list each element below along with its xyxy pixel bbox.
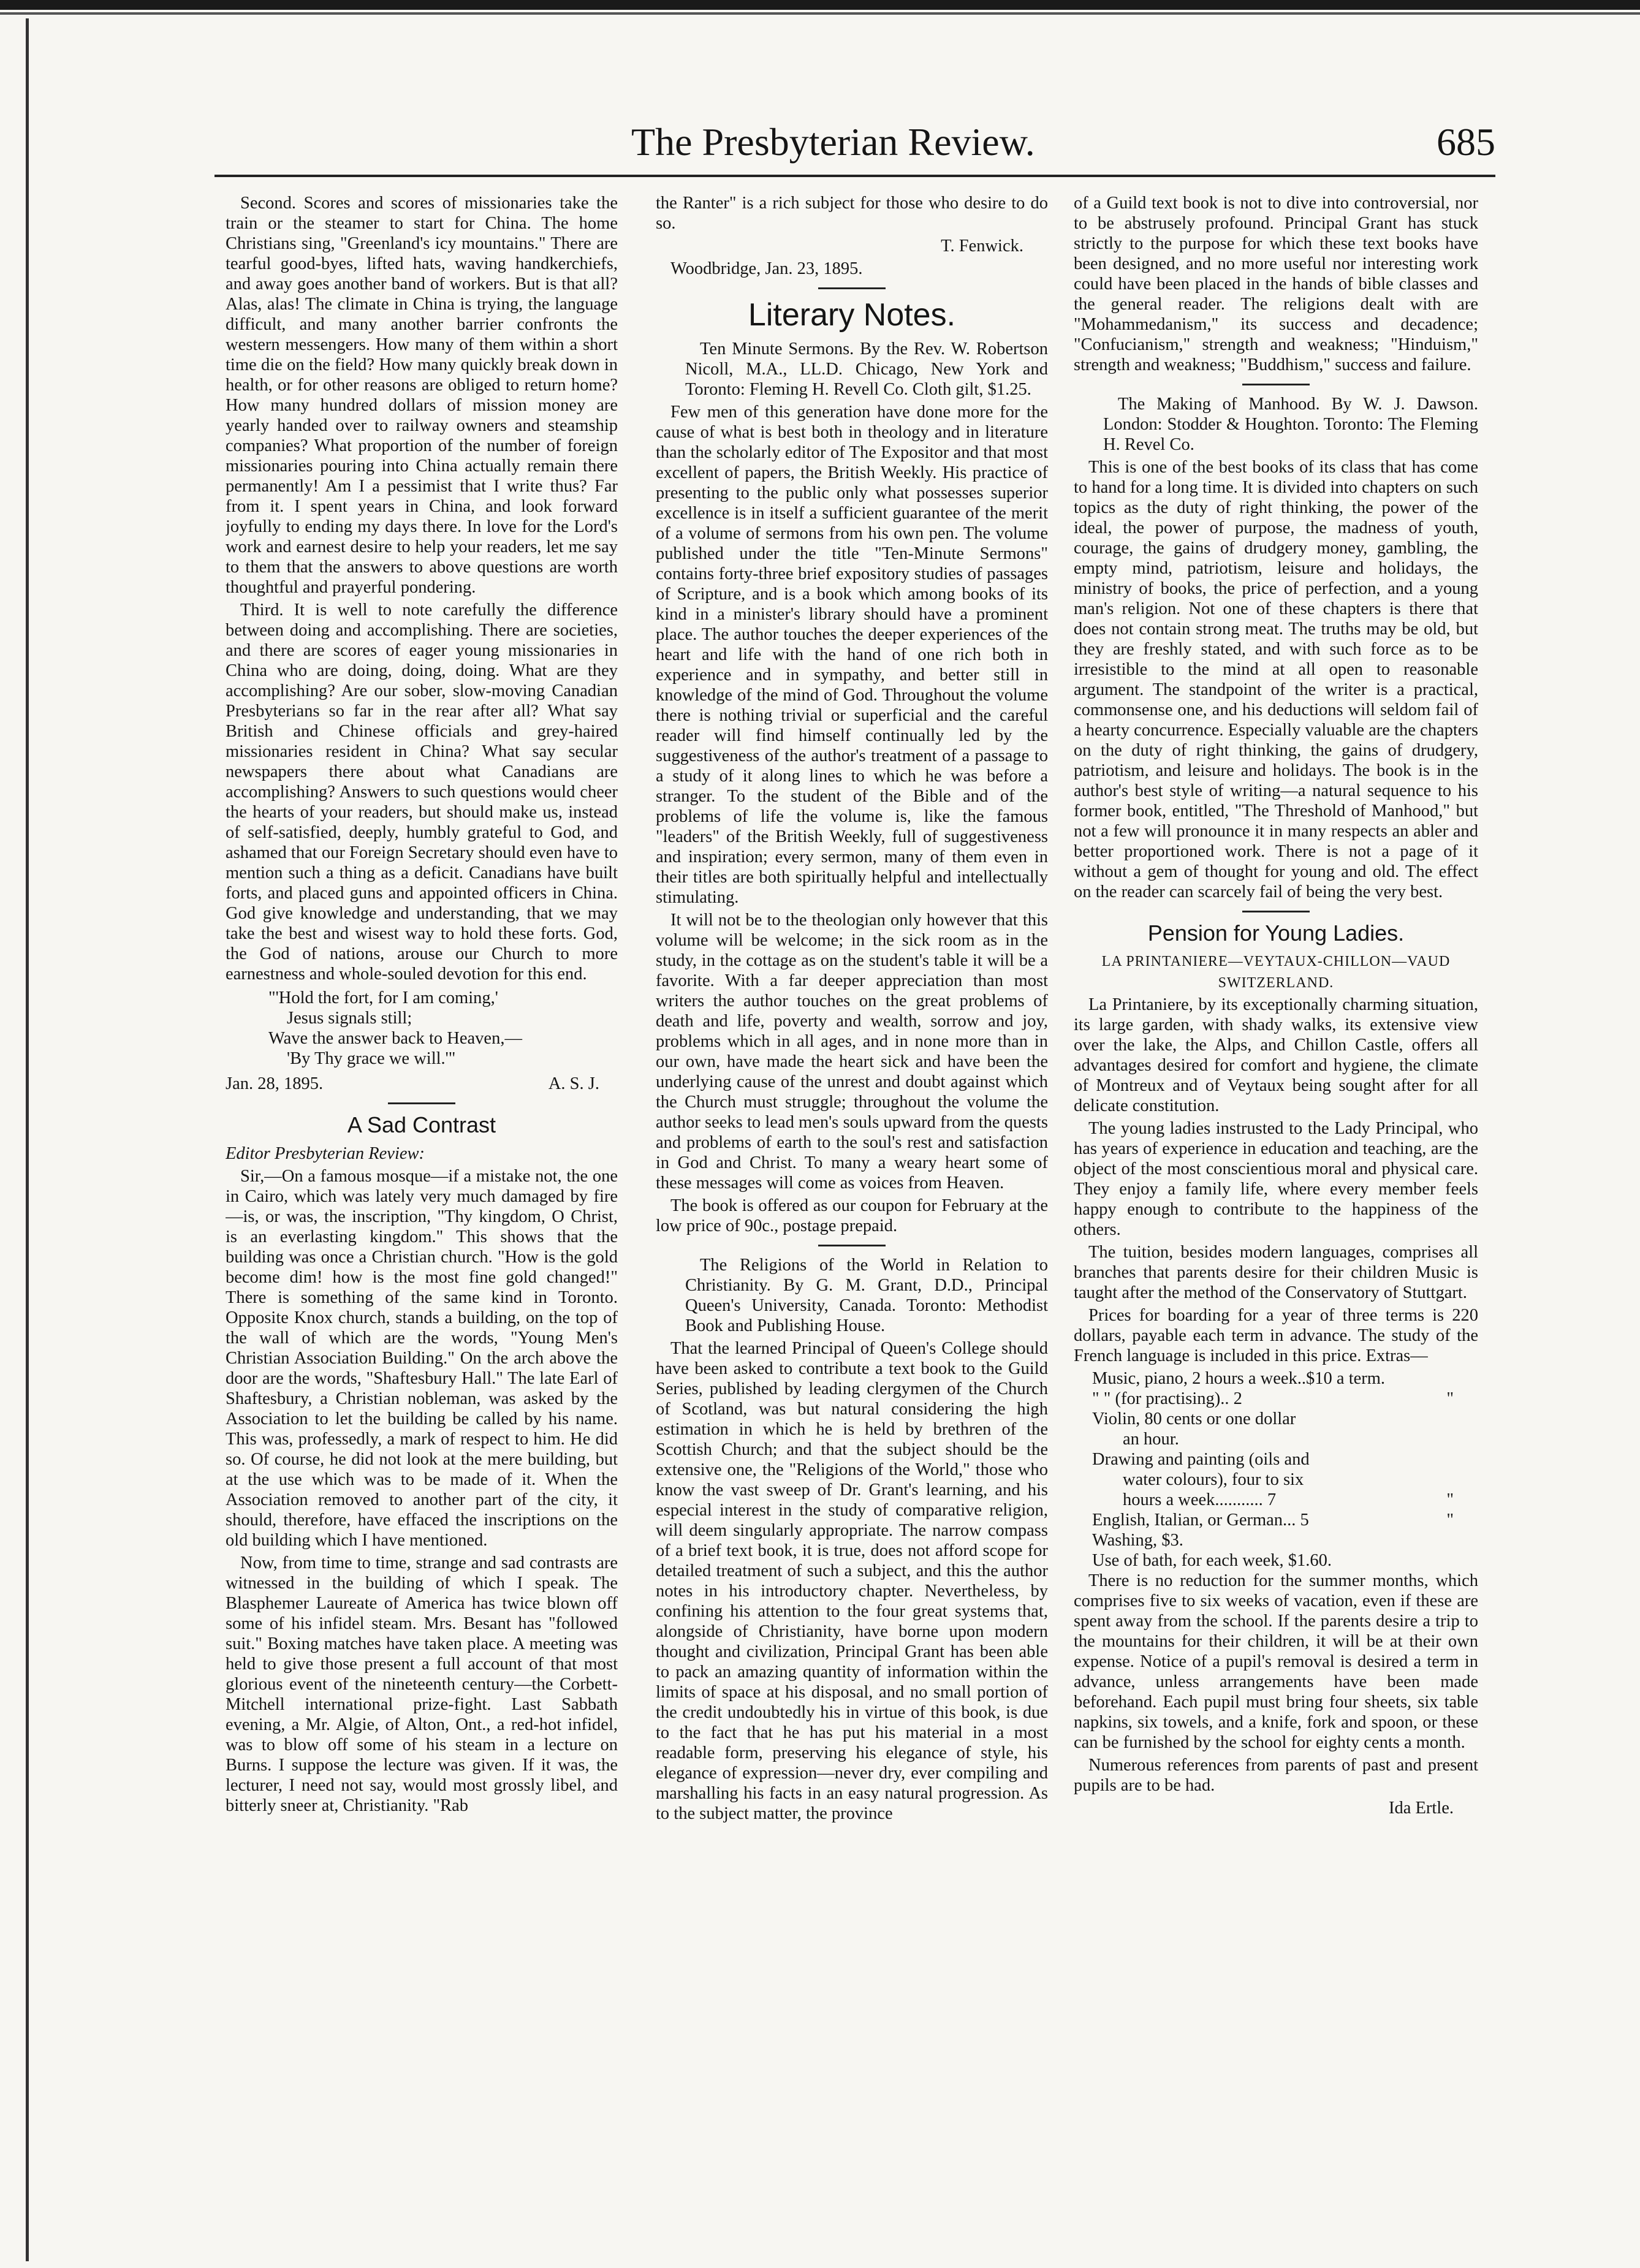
section-heading: Pension for Young Ladies. [1147,920,1405,946]
paragraph: That the learned Principal of Queen's College should have been asked to contribute a text book to the Guild Series, published by leading clergymen of the Church of Scotland, was but natural considering the high estimation in which he is held by brethren of the Scottish Church; and that the subject should be the extensive one, the "Religions of the World," those who know the vast sweep of Dr. Grant's learning, and his especial interest in the study of comparative religion, will deem singularly appropriate. The narrow compass of a brief text book, it is true, does not afford scope for detailed treatment of such a subject, and this the author notes in his introductory chapter. Nevertheless, by confining his attention to the four great systems that, alongside of Christianity, have borne upon modern thought and civilization, Principal Grant has been able to pack an amazing quantity of information within the limits of space at his disposal, and no small portion of the credit undoubtedly his in virtue of this book, is due to the fact that he has put his material in a most readable form, preserving his elegance of style, his elegance of expression—never dry, ever compiling and marshalling his facts in an easy natural progression. As to the subject matter, the province [656,1339,1048,1824]
paragraph: Now, from time to time, strange and sad contrasts are witnessed in the building of which I speak. The Blasphemer Laureate of America has twice blown off some of his infidel steam. Mrs. Besant has "followed suit." Boxing matches have taken place. A meeting was held to give those present a full account of that most glorious event of the nineteenth century—the Corbett-Mitchell international prize-fight. Last Sabbath evening, a Mr. Algie, of Alton, Ont., a red-hot infidel, was to blow off some of his steam in a lecture on Burns. I suppose the lecture was given. If it was, the lecturer, I need not say, would most grossly libel, and bitterly sneer at, Christianity. "Rab [226,1553,618,1815]
letter-salutation: Editor Presbyterian Review: [226,1143,425,1163]
section-heading: A Sad Contrast [347,1112,496,1137]
extras-item: " " (for practising).. 2 " [1092,1389,1454,1408]
section-heading: Literary Notes. [748,297,956,333]
page-header [631,119,1495,169]
letter-signature: A. S. J. [548,1074,599,1093]
poem [268,988,618,1069]
extras-item: Violin, 80 cents or one dollar [1092,1409,1296,1428]
section-subheading: LA PRINTANIERE—VEYTAUX-CHILLON—VAUD [1101,953,1451,969]
scan-top-border [0,0,1640,10]
paragraph: Second. Scores and scores of missionaries take the train or the steamer to start for China. The home Christians sing, "Greenland's icy mountains." There are tearful good-byes, lifted hats, waving handkerchiefs, and away goes another band of workers. But is that all? Alas, alas! The climate in China is trying, the language difficult, and many another barrier confronts the western messengers. How many of them within a short time die on the field? How many quickly break down in health, or for other reasons are obliged to return home? How many hundred dollars of mission money are yearly handed over to railway owners and steamship companies? What proportion of the number of foreign missionaries pouring into China actually remain there permanently! Am I a pessimist that I write thus? Far from it. I spent years in China, and look forward joyfully to ending my days there. In love for the Lord's work and earnest desire to help your readers, let me say to them that the answers to above questions are worth thoughtful and prayerful pondering. [226,194,618,597]
extras-item: water colours), four to six [1123,1470,1304,1489]
book-citation: The Religions of the World in Relation to Christianity. By G. M. Grant, D.D., Principal Queen's University, Canada. Toronto: Methodist Book and Publishing House. [685,1256,1048,1336]
column-2 [656,193,1048,2246]
paragraph: It will not be to the theologian only however that this volume will be welcome; in the sick room as in the study, in the cottage as on the student's table it will be a favorite. With a far deeper appreciation than most writers the author touches on the great problems of death and life, poverty and wealth, sorrow and joy, problems which in all ages, and in none more than in our own, have made the heart sick and have been the underlying cause of the unrest and doubt against which the Church must struggle; throughout the volume the author seeks to lead men's souls upward from the quests and problems of earth to the soul's rest and satisfaction in God and Christ. To many a weary heart some of these messages will come as voices from Heaven. [656,911,1048,1193]
paragraph: La Printaniere, by its exceptionally charming situation, its large garden, with shady walks, its extensive view over the lake, the Alps, and Chillon Castle, offers all advantages desired for comfort and hygiene, the climate of Montreux and of Veytaux being sought after for all delicate constitution. [1074,995,1478,1115]
extras-item: Use of bath, for each week, $1.60. [1092,1550,1332,1570]
paragraph: There is no reduction for the summer months, which comprises five to six weeks of vacation, even if these are spent away from the school. If the parents desire a trip to the mountains for their children, it will be at their own expense. Notice of a pupil's removal is desired a term in advance, unless arrangements have been made beforehand. Each pupil must bring four sheets, six table napkins, six towels, and a knife, fork and spoon, or these can be furnished by the school for eighty cents a month. [1074,1571,1478,1752]
paragraph: of a Guild text book is not to dive into controversial, nor to be abstrusely profound. Principal Grant has stuck strictly to the purpose for which these text books have been designed, and no more useful nor interesting work could have been placed in the hands of bible classes and the general reader. The religions dealt with are "Mohammedanism," its success and decadence; "Confucianism," strength and weakness; "Hinduism," strength and weakness; "Buddhism," success and failure. [1074,194,1478,374]
poem-line: Wave the answer back to Heaven,— [268,1029,522,1048]
extras-item: English, Italian, or German... 5 " [1092,1510,1454,1530]
extras-list [1074,1368,1478,1571]
poem-line: 'By Thy grace we will.'" [287,1049,456,1068]
letter-signature: T. Fenwick. [941,237,1023,256]
paragraph: The tuition, besides modern languages, comprises all branches that parents desire for their children Music is taught after the method of the Conservatory of Stuttgart. [1074,1242,1478,1302]
poem-line: Jesus signals still; [287,1009,412,1028]
paragraph: Sir,—On a famous mosque—if a mistake not, the one in Cairo, which was lately very much damaged by fire—is, or was, the inscription, "Thy kingdom, O Christ, is an everlasting kingdom." This shows that the building was once a Christian church. "How is the gold become dim! how is the most fine gold changed!" There is something of the same kind in Toronto. Opposite Knox church, stands a building, on the top of the wall of which are the words, "Young Men's Christian Association Building." On the arch above the door are the words, "Shaftesbury Hall." The late Earl of Shaftesbury, a Christian nobleman, was asked by the Association to let the building be called by his name. This was, professedly, a mark of respect to him. He did so. Of course, he did not look at the mere building, but at the use which was to be made of it. When the Association removed to another part of the city, it should, therefore, have effaced the inscriptions on the old building which I have mentioned. [226,1166,618,1550]
header-rule [214,175,1495,177]
extras-item: Washing, $3. [1092,1530,1183,1550]
paragraph: Third. It is well to note carefully the difference between doing and accomplishing. There are societies, and there are scores of eager young missionaries in China who are doing, doing, doing. What are they accomplishing? Are our sober, slow-moving Canadian Presbyterians so far in the rear after all? What say British and Chinese officials and grey-haired missionaries resident in China? What say secular newspapers there about what Canadians are accomplishing? Answers to such questions would cheer the hearts of your readers, but should make us, instead of self-satisfied, deeply, humbly grateful to God, and ashamed that our Foreign Secretary should even have to mention such a thing as a deficit. Canadians have built forts, and placed guns and appointed officers in China. God give knowledge and understanding, that we may take the best and wisest way to hold these forts. God, the God of nations, arouse our Church to more earnestness and whole-souled devotion for this end. [226,601,618,984]
scan-left-edge [26,18,29,2261]
poem-line: "'Hold the fort, for I am coming,' [268,988,498,1007]
paragraph: Numerous references from parents of past and present pupils are to be had. [1074,1755,1478,1795]
signature-line [226,1074,618,1094]
letter-place: Woodbridge, Jan. 23, 1895. [670,259,863,278]
column-3 [1074,193,1478,2246]
paragraph: The young ladies instrusted to the Lady Principal, who has years of experience in education and teaching, are the object of the most conscientious moral and physical care. They enjoy a family life, where every member feels happy enough to contribute to the happiness of the others. [1074,1118,1478,1239]
extras-item: Drawing and painting (oils and [1092,1449,1310,1469]
column-1 [226,193,618,2246]
paragraph: Prices for boarding for a year of three terms is 220 dollars, payable each term in advance. The study of the French language is included in this price. Extras— [1074,1305,1478,1365]
section-subheading: SWITZERLAND. [1218,974,1334,991]
extras-item: Music, piano, 2 hours a week..$10 a term. [1092,1368,1386,1388]
page-number: 685 [1437,120,1495,164]
section-divider [1242,911,1310,912]
extras-item: an hour. [1123,1429,1179,1449]
paragraph: This is one of the best books of its class that has come to hand for a long time. It is divided into chapters on such topics as the duty of right thinking, the power of the ideal, the power of purpose, the madness of youth, courage, the gains of drudgery money, gambling, the empty mind, patriotism, leisure and holidays, the ministry of books, the price of perfection, and a young man's religion. Not one of these chapters is there that does not contain strong meat. The truths may be old, but they are freshly stated, and with such force as to be irresistible to the mind at all open to reasonable argument. The standpoint of the writer is a practical, commonsense one, and his deductions will seldom fail of a hearty concurrence. Especially valuable are the chapters on the duty of right thinking, the gains of drudgery, patriotism, and leisure and holidays. The book is in the author's best style of writing—a natural sequence to his former book, entitled, "The Threshold of Manhood," but not a few will pronounce it in many respects an abler and better proportioned work. There is not a page of it without a gem of thought for young and old. The effect on the reader can scarcely fail of being the very best. [1074,458,1478,901]
section-divider [818,287,886,289]
paragraph: The book is offered as our coupon for February at the low price of 90c., postage prepaid. [656,1196,1048,1236]
extras-item: hours a week........... 7 " [1123,1490,1454,1509]
page-title: The Presbyterian Review. [631,120,1035,164]
book-citation: The Making of Manhood. By W. J. Dawson. London: Stodder & Houghton. Toronto: The Fleming H. Revel Co. [1103,395,1478,454]
book-citation: Ten Minute Sermons. By the Rev. W. Robertson Nicoll, M.A., LL.D. Chicago, New York and Toronto: Fleming H. Revell Co. Cloth gilt, $1.25. [685,339,1048,400]
section-divider [388,1102,455,1104]
letter-date: Jan. 28, 1895. [226,1074,324,1093]
section-divider [818,1245,886,1246]
section-divider [1242,384,1310,385]
pension-signature: Ida Ertle. [1388,1798,1454,1818]
scan-top-border-thin [0,12,1640,15]
paragraph: the Ranter" is a rich subject for those who desire to do so. [656,194,1048,233]
paragraph: Few men of this generation have done more for the cause of what is best both in theology and in literature than the scholarly editor of The Expositor and that most excellent of papers, the British Weekly. His practice of presenting to the public only what possesses superior excellence is in itself a sufficient guarantee of the merit of a volume of sermons from his own pen. The volume published under the title "Ten-Minute Sermons" contains forty-three brief expository studies of passages of Scripture, and is a book which among books of its kind in a minister's library should have a prominent place. The author touches the deeper experiences of the heart and life with the hand of one rich both in experience and in sympathy, and better still in knowledge of the mind of God. Throughout the volume there is nothing trivial or superficial and the careful reader will find himself continually led by the suggestiveness of the author's treatment of a passage to a study of it along lines to which he was before a stranger. To the student of the Bible and of the problems of life the volume is, like the famous "leaders" of the British Weekly, full of suggestiveness and inspiration; every sermon, many of them even in their titles are both spiritually helpful and intellectually stimulating. [656,403,1048,908]
